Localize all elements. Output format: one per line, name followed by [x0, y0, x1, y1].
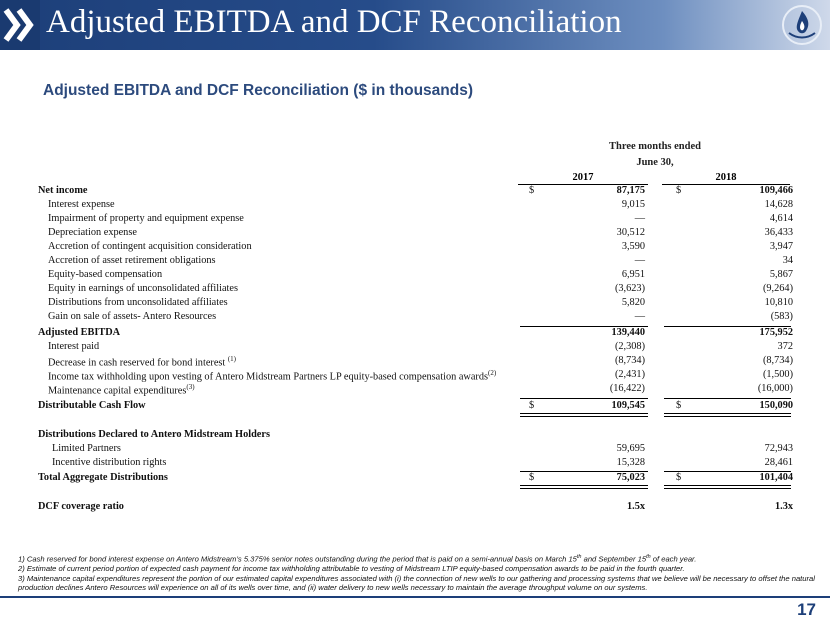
footnote-2: 2) Estimate of current period portion of expected cash payment for income tax withholding attributable to vesting of Midstream LTIP equity-based compensation awards to be paid in the fourth quarter.	[18, 564, 685, 574]
table-row-equity-comp	[38, 269, 798, 283]
value-2018: 34	[782, 255, 793, 266]
value-2018: 72,943	[764, 443, 793, 454]
row-label: Equity-based compensation	[48, 269, 163, 280]
row-label: Adjusted EBITDA	[38, 327, 121, 338]
page-number: 17	[797, 600, 816, 619]
value-2018: 175,952	[759, 327, 793, 338]
footnote-ref: (2)	[488, 369, 497, 377]
value-2017: (2,308)	[614, 341, 645, 352]
value-2017: —	[634, 213, 645, 224]
table-row-gain-on-sale	[38, 311, 798, 325]
table-row-adjusted-ebitda	[38, 327, 798, 341]
value-2018: (583)	[770, 311, 793, 322]
table-row-limited-partners	[38, 443, 798, 457]
table-row-impairment	[38, 213, 798, 227]
row-label: Limited Partners	[52, 443, 121, 454]
flame-logo-icon	[779, 3, 825, 47]
value-2018: 36,433	[764, 227, 793, 238]
value-2017: (3,623)	[614, 283, 645, 294]
value-2017: 5,820	[621, 297, 645, 308]
table-row-total-distributions	[38, 472, 798, 486]
title-bar	[0, 0, 830, 50]
double-chevron-icon	[0, 0, 40, 50]
row-label: Decrease in cash reserved for bond interest $^{(1)}$	[48, 355, 237, 369]
row-label: Distributions from unconsolidated affiliates	[48, 297, 228, 308]
table-row-equity-earnings	[38, 283, 798, 297]
page-subtitle: Adjusted EBITDA and DCF Reconciliation ($ in thousands)	[43, 82, 473, 99]
column-header-2018: 2018	[662, 172, 790, 185]
row-label: Income tax withholding upon vesting of Antero Midstream Partners LP equity-based compensation awards$^{(2)}$	[48, 369, 497, 383]
table-row-interest-paid	[38, 341, 798, 355]
value-2018: 4,614	[769, 213, 793, 224]
column-header-2017: 2017	[518, 172, 648, 185]
value-2017: 109,545	[611, 400, 645, 411]
slide-title: Adjusted EBITDA and DCF Reconciliation	[46, 4, 622, 40]
row-label: Equity in earnings of unconsolidated affiliates	[48, 283, 238, 294]
value-2017: 3,590	[621, 241, 645, 252]
value-2017: (2,431)	[614, 369, 645, 380]
table-row-accretion-aro	[38, 255, 798, 269]
row-label: Impairment of property and equipment expense	[48, 213, 244, 224]
table-row-dcf	[38, 400, 798, 414]
value-2017: 139,440	[611, 327, 645, 338]
value-2017: 75,023	[616, 472, 645, 483]
footer-rule	[0, 596, 830, 598]
table-row-distributions-affiliates	[38, 297, 798, 311]
header-date: June 30,	[636, 157, 674, 168]
dollar-sign: $	[676, 185, 682, 196]
value-2017: (16,422)	[609, 383, 645, 394]
value-2017: 30,512	[616, 227, 645, 238]
table-row-bond-interest	[38, 355, 798, 369]
table-row-net-income	[38, 185, 798, 199]
value-2017: 87,175	[616, 185, 645, 196]
dollar-sign: $	[529, 472, 535, 483]
value-2018: 28,461	[764, 457, 793, 468]
row-label: Interest expense	[48, 199, 115, 210]
value-2018: 1.3x	[774, 501, 793, 512]
footnote-ref: (3)	[186, 383, 195, 391]
value-2017: —	[634, 255, 645, 266]
value-2017: 6,951	[621, 269, 645, 280]
section-label: Distributions Declared to Antero Midstream Holders	[38, 429, 270, 440]
row-label: Depreciation expense	[48, 227, 137, 238]
row-label: DCF coverage ratio	[38, 501, 124, 512]
row-label: Gain on sale of assets- Antero Resources	[48, 311, 217, 322]
table-row-interest-expense	[38, 199, 798, 213]
value-2018: (16,000)	[757, 383, 793, 394]
header-period: Three months ended	[609, 141, 701, 152]
value-2018: (1,500)	[762, 369, 793, 380]
value-2018: 5,867	[769, 269, 793, 280]
value-2018: (8,734)	[762, 355, 793, 366]
value-2018: 3,947	[769, 241, 793, 252]
value-2018: (9,264)	[762, 283, 793, 294]
row-label: Incentive distribution rights	[52, 457, 167, 468]
row-label: Maintenance capital expenditures$^{(3)}$	[48, 383, 195, 397]
value-2018: 14,628	[764, 199, 793, 210]
value-2017: —	[634, 311, 645, 322]
value-2017: 15,328	[616, 457, 645, 468]
value-2018: 372	[777, 341, 793, 352]
value-2018: 101,404	[759, 472, 793, 483]
table-row-maintenance-capex	[38, 383, 798, 397]
footnotes	[18, 553, 818, 593]
dollar-sign: $	[529, 185, 535, 196]
value-2017: 1.5x	[626, 501, 645, 512]
footnote-1: 1) Cash reserved for bond interest expense on Antero Midstream’s 5.375% senior notes outstanding during the period that is paid on a semi-annual basis on March 15th and September 15th of each year.	[18, 554, 697, 564]
row-label: Net income	[38, 185, 88, 196]
total-rule-2017	[520, 413, 648, 417]
value-2018: 109,466	[759, 185, 793, 196]
value-2017: 59,695	[616, 443, 645, 454]
row-label: Total Aggregate Distributions	[38, 472, 168, 483]
subtotal-rule-2018	[664, 398, 791, 399]
value-2017: 9,015	[621, 199, 645, 210]
footnote-ref: (1)	[227, 355, 237, 363]
row-label: Distributable Cash Flow	[38, 400, 146, 411]
value-2017: (8,734)	[614, 355, 645, 366]
total-rule-2017	[520, 485, 648, 489]
table-row-dcf-coverage	[38, 501, 798, 515]
table-row-income-tax-withholding	[38, 369, 798, 383]
row-label: Accretion of asset retirement obligations	[48, 255, 216, 266]
row-label: Interest paid	[48, 341, 100, 352]
table-section-distributions	[38, 429, 798, 443]
subtotal-rule-2017	[520, 398, 648, 399]
table-row-depreciation	[38, 227, 798, 241]
value-2018: 10,810	[764, 297, 793, 308]
row-label: Accretion of contingent acquisition consideration	[48, 241, 252, 252]
dollar-sign: $	[676, 400, 682, 411]
table-row-idr	[38, 457, 798, 471]
value-2018: 150,090	[759, 400, 793, 411]
table-row-accretion-contingent	[38, 241, 798, 255]
dollar-sign: $	[676, 472, 682, 483]
footnote-3: 3) Maintenance capital expenditures represent the portion of our estimated capital expenditures associated with (i) the connection of new wells to our gathering and processing systems that we believe will be necessary to offset the natural production declines Antero Resources will experience on all of its wells over time, and (ii) water delivery to new wells necessary to maintain the average throughput volume on our systems.	[18, 573, 815, 593]
total-rule-2018	[664, 485, 791, 489]
dollar-sign: $	[529, 400, 535, 411]
total-rule-2018	[664, 413, 791, 417]
